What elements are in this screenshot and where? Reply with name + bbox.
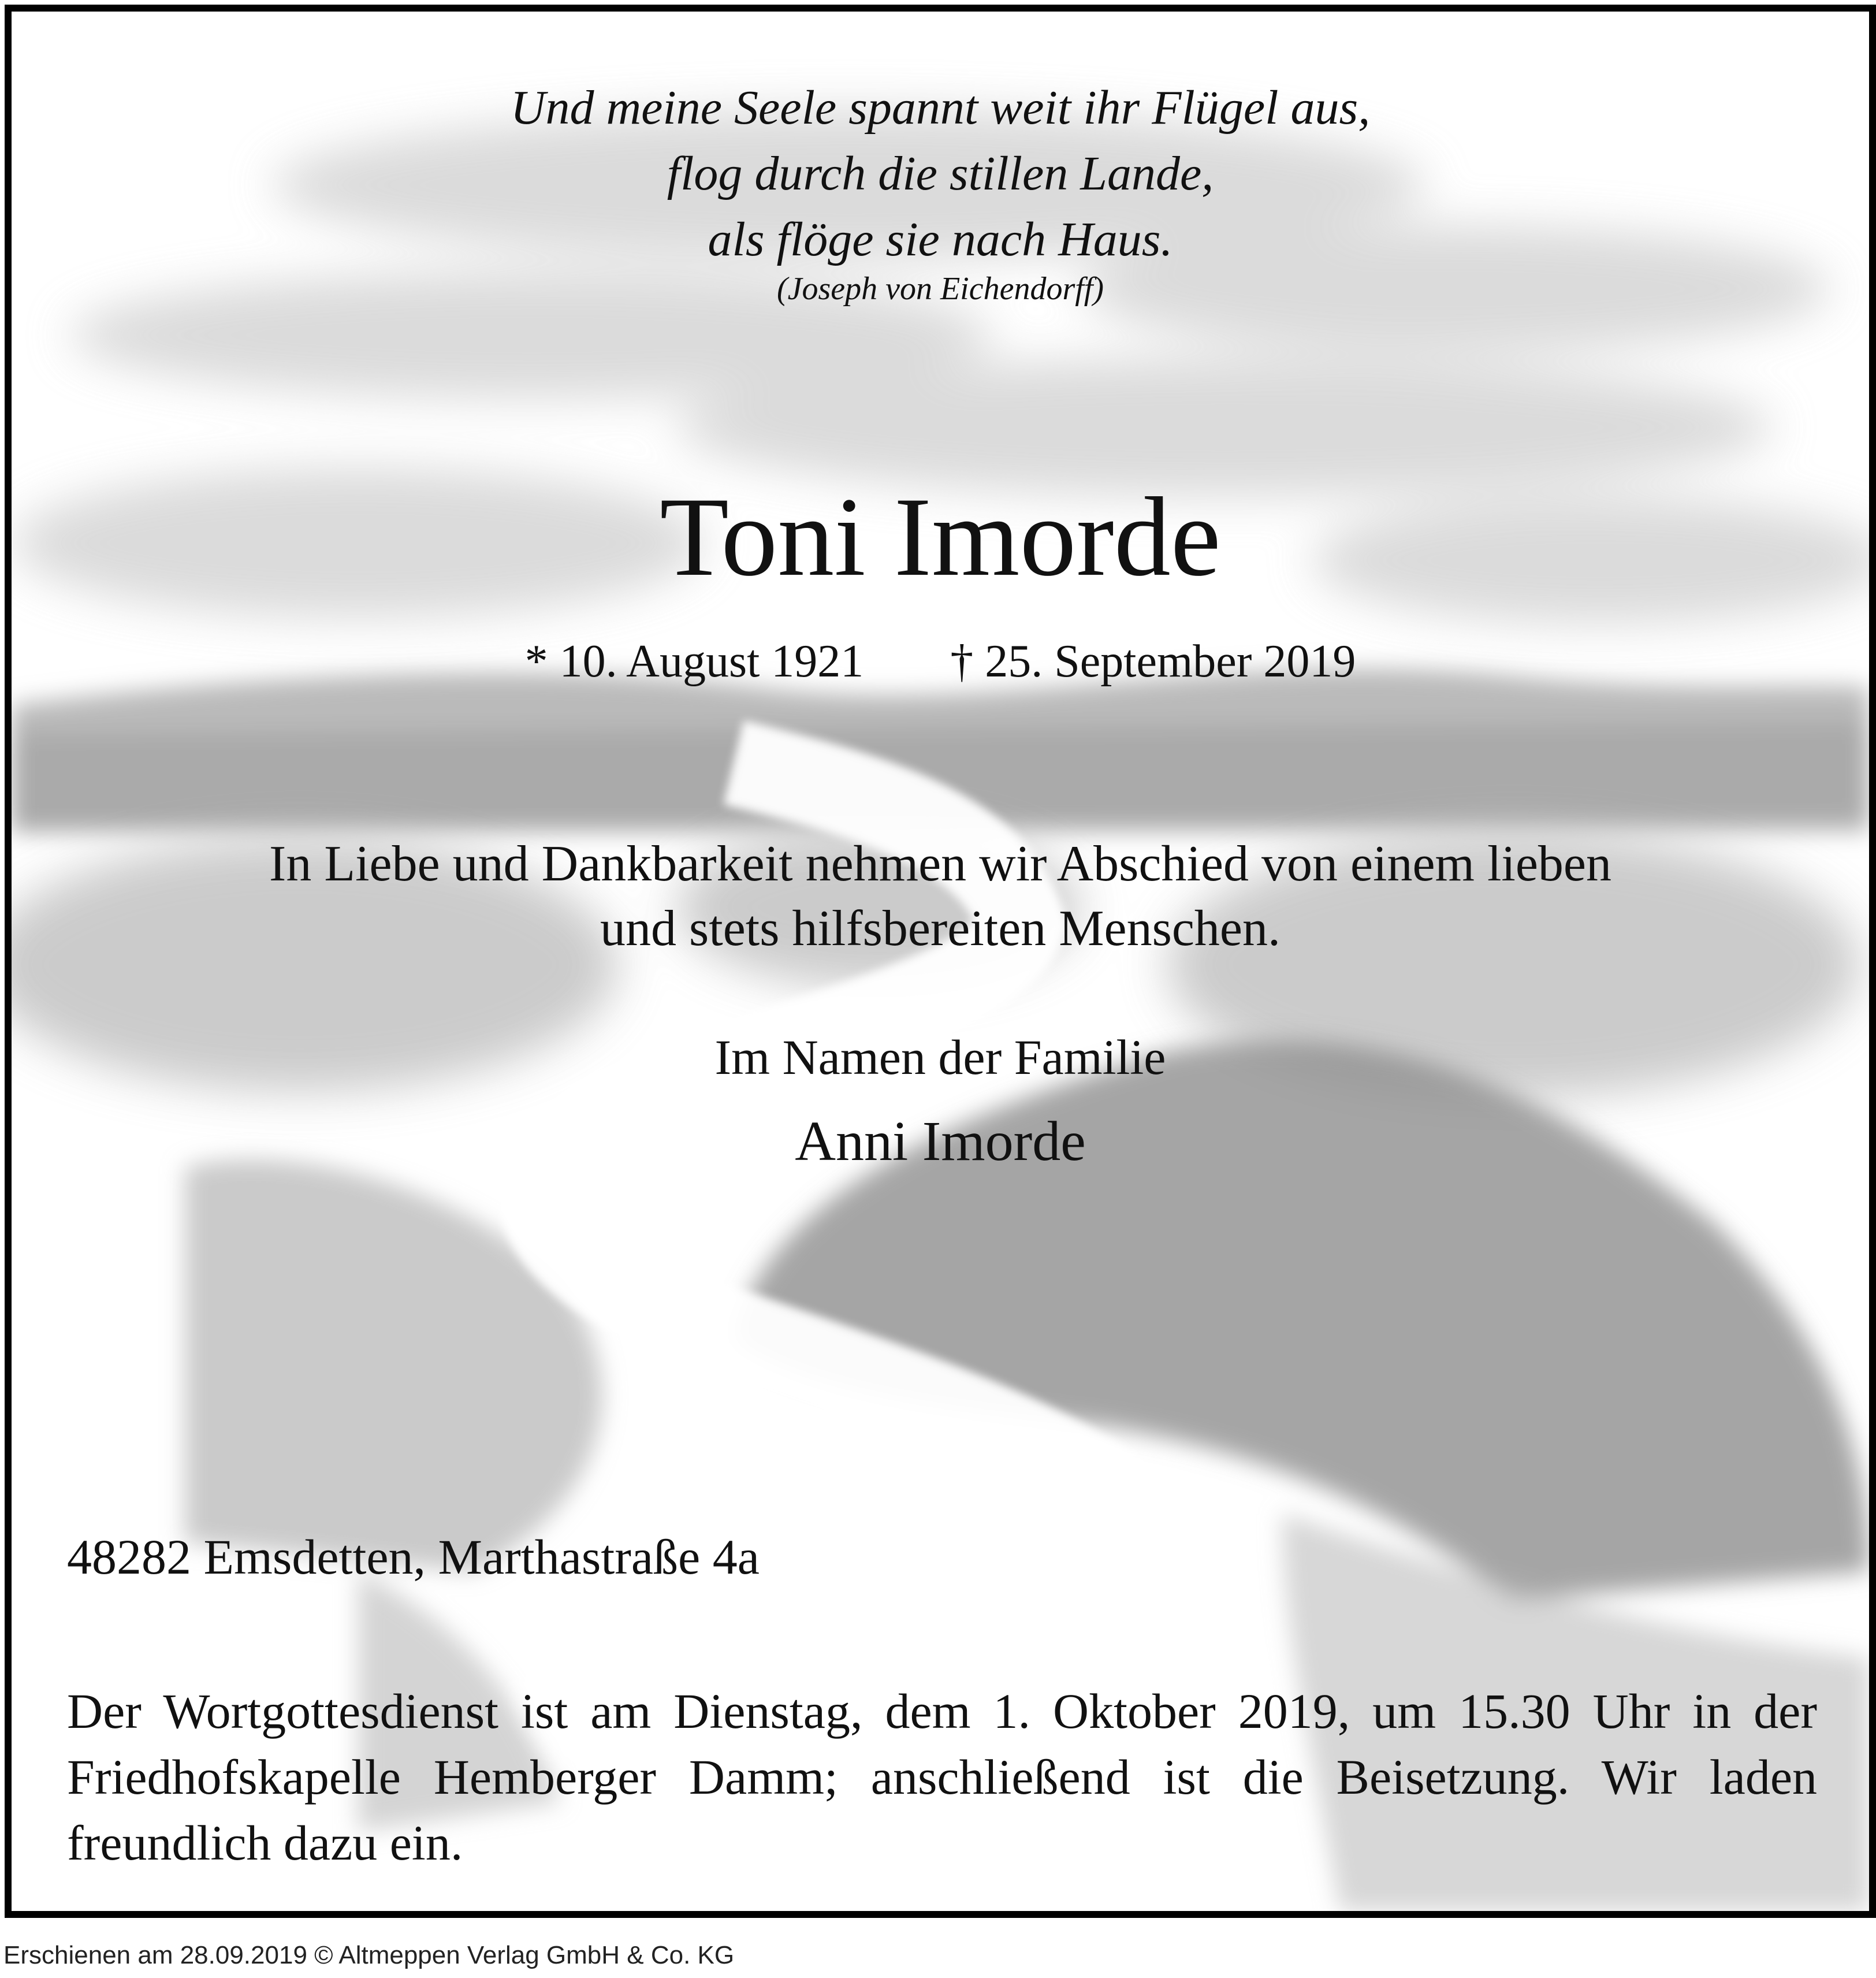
deceased-name: Toni Imorde: [660, 474, 1221, 600]
poem-line-1: Und meine Seele spannt weit ihr Flügel aus,: [510, 81, 1371, 135]
publication-footer: Erschienen am 28.09.2019 © Altmeppen Verlag GmbH & Co. KG: [3, 1941, 735, 1969]
family-label: Im Namen der Familie: [714, 1029, 1166, 1085]
farewell-line-2: und stets hilfsbereiten Menschen.: [600, 901, 1281, 957]
death-date: † 25. September 2019: [950, 636, 1356, 687]
signer-name: Anni Imorde: [795, 1110, 1086, 1173]
obituary-notice: [5, 5, 1876, 1918]
birth-date: * 10. August 1921: [524, 636, 864, 687]
life-dates: [12, 635, 1869, 688]
service-announcement: Der Wortgottesdienst ist am Dienstag, dem 1. Oktober 2019, um 15.30 Uhr in der Friedhofskapelle Hemberger Damm; anschließend ist die Beisetzung. Wir laden freundlich dazu ein.: [67, 1683, 1817, 1871]
poem-author: (Joseph von Eichendorff): [776, 271, 1104, 307]
farewell-line-1: In Liebe und Dankbarkeit nehmen wir Abschied von einem lieben: [269, 836, 1611, 892]
address: 48282 Emsdetten, Marthastraße 4a: [67, 1529, 760, 1585]
poem-line-2: flog durch die stillen Lande,: [667, 147, 1214, 200]
poem-line-3: als flöge sie nach Haus.: [708, 213, 1173, 266]
